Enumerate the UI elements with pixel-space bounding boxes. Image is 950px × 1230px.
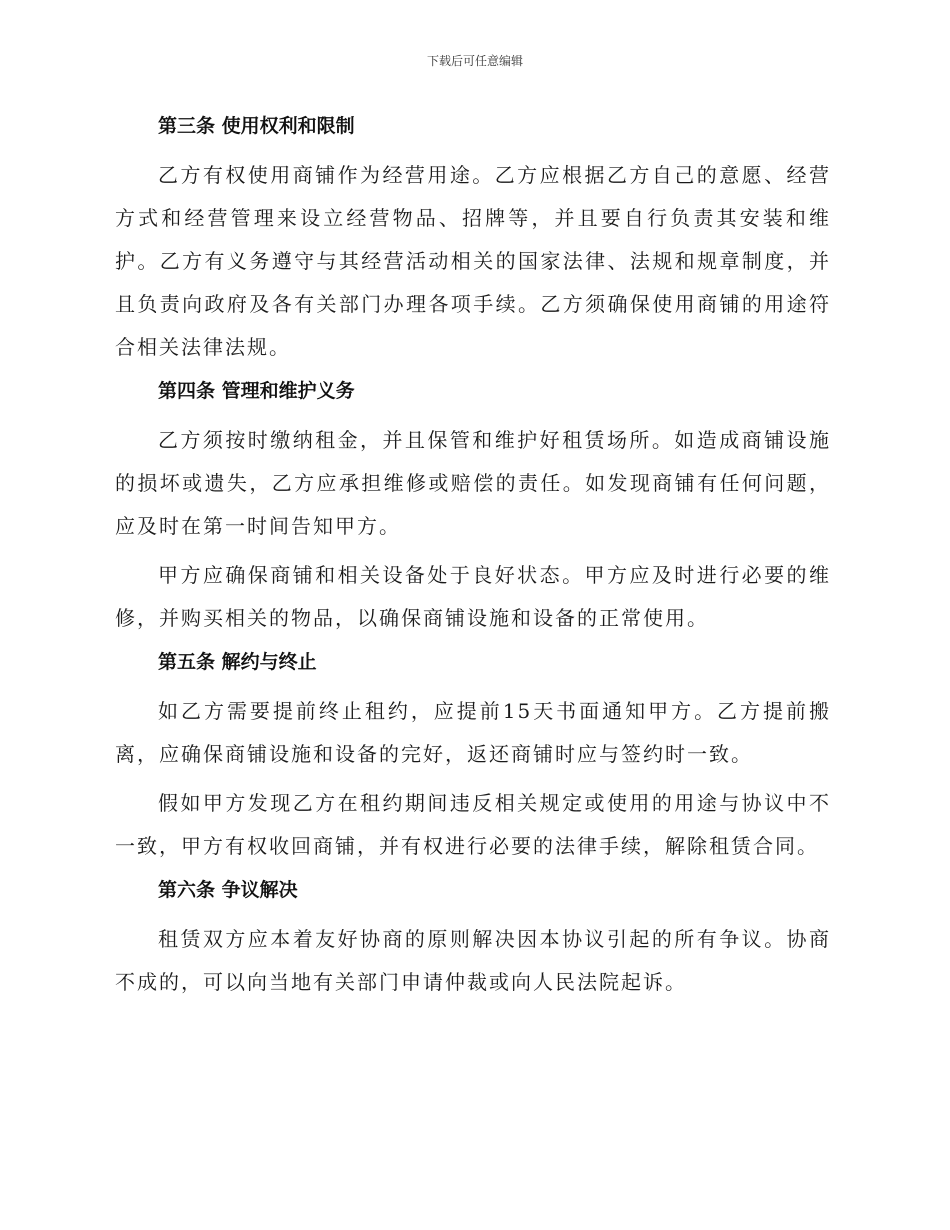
section-article-6 [115, 874, 831, 1004]
section-heading: 第三条 使用权利和限制 [158, 115, 355, 137]
section-article-3 [115, 110, 831, 369]
paragraph: 租赁双方应本着友好协商的原则解决因本协议引起的所有争议。协商不成的，可以向当地有关部门申请仲裁或向人民法院起诉。 [115, 927, 831, 994]
page-header: 下载后可任意编辑 [426, 54, 523, 68]
paragraph: 乙方须按时缴纳租金，并且保管和维护好租赁场所。如造成商铺设施的损坏或遗失，乙方应承担维修或赔偿的责任。如发现商铺有任何问题，应及时在第一时间告知甲方。 [115, 428, 831, 538]
paragraph: 如乙方需要提前终止租约，应提前15天书面通知甲方。乙方提前搬离，应确保商铺设施和设备的完好，返还商铺时应与签约时一致。 [115, 699, 831, 766]
document-body [115, 110, 831, 1010]
section-article-4 [115, 375, 831, 640]
paragraph: 假如甲方发现乙方在租约期间违反相关规定或使用的用途与协议中不一致，甲方有权收回商铺，并有权进行必要的法律手续，解除租赁合同。 [115, 791, 831, 858]
section-heading: 第五条 解约与终止 [158, 651, 317, 673]
section-article-5 [115, 646, 831, 868]
section-heading: 第六条 争议解决 [158, 879, 298, 901]
paragraph: 甲方应确保商铺和相关设备处于良好状态。甲方应及时进行必要的维修，并购买相关的物品，以确保商铺设施和设备的正常使用。 [115, 563, 831, 630]
section-heading: 第四条 管理和维护义务 [158, 380, 355, 402]
paragraph: 乙方有权使用商铺作为经营用途。乙方应根据乙方自己的意愿、经营方式和经营管理来设立经营物品、招牌等，并且要自行负责其安装和维护。乙方有义务遵守与其经营活动相关的国家法律、法规和规章制度，并且负责向政府及各有关部门办理各项手续。乙方须确保使用商铺的用途符合相关法律法规。 [115, 163, 831, 359]
